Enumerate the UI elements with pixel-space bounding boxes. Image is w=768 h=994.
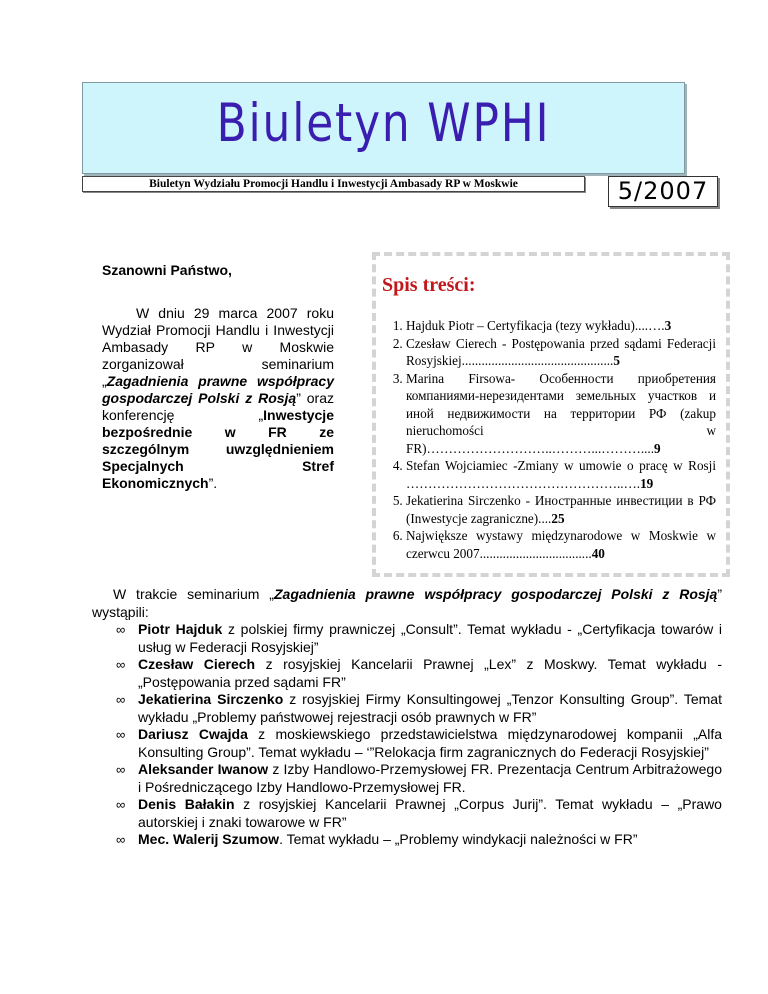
table-of-contents [372, 252, 730, 577]
speaker-item: ∞ Mec. Walerij Szumow. Temat wykładu – „Problemy windykacji należności w FR” [116, 831, 638, 847]
speaker-item: ∞ Jekatierina Sirczenko z rosyjskiej Firmy Konsultingowej „Tenzor Konsulting Group”. Temat wykładu „Problemy państwowej rejestracji osób prawnych w FR” [116, 691, 722, 725]
toc-item: 1. Hajduk Piotr – Certyfikacja (tezy wykładu)....….3 [406, 317, 716, 335]
speaker-name: Mec. Walerij Szumow [138, 831, 280, 847]
toc-item: 3. Marina Firsowa- Особенности приобретения компаниями-нерезидентами земельных участков и иной недвижимости на территории РФ (zakup nieruchomości w FR)………………………..………...………....9 [406, 370, 716, 458]
issue-number: 5/2007 [608, 176, 718, 207]
toc-page-number: 19 [640, 475, 654, 491]
bulletin-title: Biuletyn WPHI [216, 93, 551, 154]
speaker-item: ∞ Dariusz Cwajda z moskiewskiego przedstawicielstwa międzynarodowej kompanii „Alfa Konsulting Group”. Temat wykładu – ‘”Relokacja firm zagranicznych do Federacji Rosyjskiej” [116, 726, 722, 760]
speaker-name: Piotr Hajduk [138, 621, 223, 637]
speaker-name: Aleksander Iwanow [138, 761, 269, 777]
greeting: Szanowni Państwo, [102, 262, 232, 278]
toc-item: 6. Największe wystawy międzynarodowe w Moskwie w czerwcu 2007..................................40 [406, 527, 716, 562]
intro-paragraph: W dniu 29 marca 2007 roku Wydział Promocji Handlu i Inwestycji Ambasady RP w Moskwie zorganizował seminarium „Zagadnienia prawne współpracy gospodarczej Polski z Rosją” oraz konferencję „Inwestycje bezpośrednie w FR ze szczególnym uwzględnieniem Specjalnych Stref Ekonomicznych”. [102, 305, 334, 491]
toc-page-number: 9 [654, 440, 661, 456]
speaker-item: ∞ Czesław Cierech z rosyjskiej Kancelarii Prawnej „Lex” z Moskwy. Temat wykładu - „Postępowania przed sądami FR” [116, 656, 722, 690]
infinity-bullet-icon: ∞ [116, 657, 126, 672]
speaker-item: ∞ Aleksander Iwanow z Izby Handlowo-Przemysłowej FR. Prezentacja Centrum Arbitrażowego i Pośredniczącego Izby Handlowo-Przemysłowej FR. [116, 761, 722, 795]
infinity-bullet-icon: ∞ [116, 692, 126, 707]
seminar-lead: W trakcie seminarium „Zagadnienia prawne współpracy gospodarczej Polski z Rosją” wystąpili: [92, 586, 723, 620]
toc-page-number: 40 [591, 545, 605, 561]
speaker-name: Denis Bałakin [138, 796, 235, 812]
infinity-bullet-icon: ∞ [116, 727, 126, 742]
speaker-item: ∞ Denis Bałakin z rosyjskiej Kancelarii Prawnej „Corpus Jurij”. Temat wykładu – „Prawo autorskiej i znaki towarowe w FR” [116, 796, 722, 830]
speaker-name: Dariusz Cwajda [138, 726, 248, 742]
speaker-list [116, 621, 722, 849]
toc-item: 5. Jekatierina Sirczenko - Иностранные инвестиции в РФ (Inwestycje zagraniczne)....25 [406, 492, 716, 527]
toc-item: 4. Stefan Wojciamiec -Zmiany w umowie o pracę w Rosji …………………………………………..….19 [406, 457, 716, 492]
seminar-name: Zagadnienia prawne współpracy gospodarczej Polski z Rosją [102, 373, 334, 406]
toc-page-number: 3 [664, 318, 672, 333]
speaker-name: Czesław Cierech [138, 656, 256, 672]
toc-item: 2. Czesław Cierech - Postępowania przed sądami Federacji Rosyjskiej..............................................5 [406, 335, 716, 370]
toc-page-number: 5 [613, 353, 620, 368]
conference-name: Inwestycje bezpośrednie w FR ze szczególnym uwzględnieniem Specjalnych Stref Ekonomicznych [102, 407, 334, 491]
infinity-bullet-icon: ∞ [116, 797, 126, 812]
infinity-bullet-icon: ∞ [116, 622, 126, 637]
infinity-bullet-icon: ∞ [116, 832, 126, 847]
masthead-banner [82, 82, 685, 174]
speaker-item: ∞ Piotr Hajduk z polskiej firmy prawniczej „Consult”. Temat wykładu - „Certyfikacja towarów i usług w Federacji Rosyjskiej” [116, 621, 722, 655]
seminar-section [92, 586, 723, 849]
speaker-name: Jekatierina Sirczenko [138, 691, 284, 707]
toc-page-number: 25 [551, 510, 565, 526]
bulletin-subtitle: Biuletyn Wydziału Promocji Handlu i Inwestycji Ambasady RP w Moskwie [82, 176, 585, 192]
toc-title: Spis treści: [382, 274, 476, 296]
infinity-bullet-icon: ∞ [116, 762, 126, 777]
